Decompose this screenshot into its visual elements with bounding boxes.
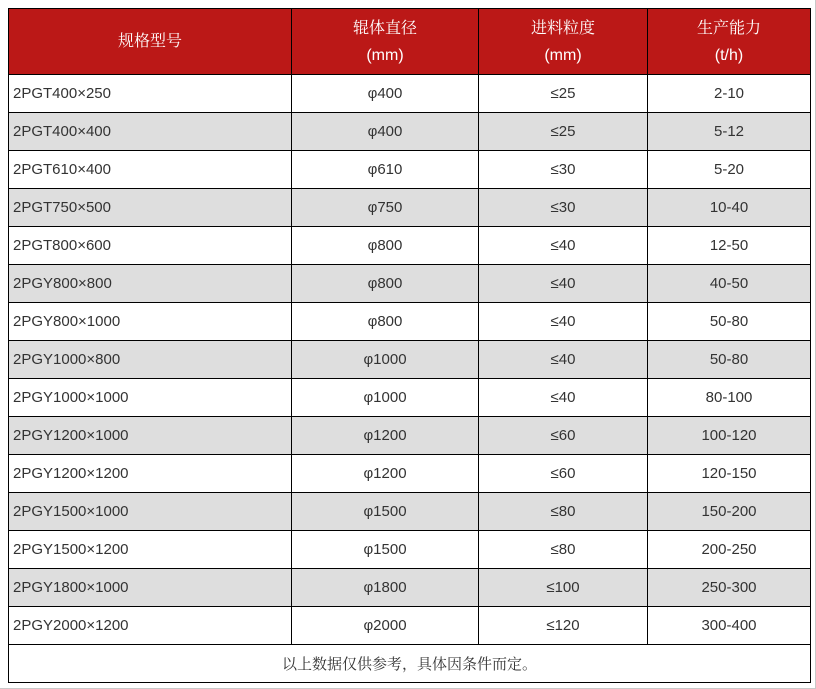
spec-table — [8, 8, 811, 683]
feed-size-cell: ≤40 — [479, 265, 648, 303]
model-cell: 2PGY800×800 — [9, 265, 292, 303]
table-row — [9, 227, 811, 265]
header-capacity-label: 生产能力 — [696, 19, 761, 37]
roller-diameter-cell: φ1800 — [292, 569, 479, 607]
model-cell: 2PGT400×250 — [9, 75, 292, 113]
capacity-cell: 50-80 — [648, 303, 811, 341]
table-row — [9, 607, 811, 645]
model-cell: 2PGT750×500 — [9, 189, 292, 227]
table-row — [9, 189, 811, 227]
capacity-cell: 2-10 — [648, 75, 811, 113]
table-row — [9, 151, 811, 189]
table-row — [9, 455, 811, 493]
model-cell: 2PGY1800×1000 — [9, 569, 292, 607]
table-footer — [9, 645, 811, 683]
feed-size-cell: ≤25 — [479, 113, 648, 151]
feed-size-cell: ≤30 — [479, 151, 648, 189]
roller-diameter-cell: φ400 — [292, 75, 479, 113]
header-feed-size-unit: (mm) — [544, 46, 582, 64]
header-roller-diameter-unit: (mm) — [366, 46, 404, 64]
roller-diameter-cell: φ1200 — [292, 455, 479, 493]
capacity-cell: 12-50 — [648, 227, 811, 265]
model-cell: 2PGY800×1000 — [9, 303, 292, 341]
header-roller-diameter-label: 辊体直径 — [352, 19, 417, 37]
table-footnote: 以上数据仅供参考，具体因条件而定。 — [9, 645, 811, 683]
capacity-cell: 80-100 — [648, 379, 811, 417]
feed-size-cell: ≤40 — [479, 227, 648, 265]
capacity-cell: 50-80 — [648, 341, 811, 379]
capacity-cell: 300-400 — [648, 607, 811, 645]
model-cell: 2PGY2000×1200 — [9, 607, 292, 645]
feed-size-cell: ≤80 — [479, 493, 648, 531]
feed-size-cell: ≤40 — [479, 303, 648, 341]
model-cell: 2PGY1000×1000 — [9, 379, 292, 417]
feed-size-cell: ≤40 — [479, 341, 648, 379]
header-row — [9, 9, 811, 75]
table-row — [9, 379, 811, 417]
model-cell: 2PGY1500×1200 — [9, 531, 292, 569]
capacity-cell: 100-120 — [648, 417, 811, 455]
roller-diameter-cell: φ1500 — [292, 493, 479, 531]
table-row — [9, 531, 811, 569]
table-row — [9, 417, 811, 455]
model-cell: 2PGT400×400 — [9, 113, 292, 151]
table-row — [9, 113, 811, 151]
feed-size-cell: ≤100 — [479, 569, 648, 607]
capacity-cell: 120-150 — [648, 455, 811, 493]
roller-diameter-cell: φ750 — [292, 189, 479, 227]
table-row — [9, 493, 811, 531]
roller-diameter-cell: φ610 — [292, 151, 479, 189]
roller-diameter-cell: φ800 — [292, 303, 479, 341]
model-cell: 2PGT800×600 — [9, 227, 292, 265]
roller-diameter-cell: φ1000 — [292, 379, 479, 417]
model-cell: 2PGY1500×1000 — [9, 493, 292, 531]
header-feed-size-label: 进料粒度 — [530, 19, 595, 37]
model-cell: 2PGY1200×1200 — [9, 455, 292, 493]
roller-diameter-cell: φ800 — [292, 265, 479, 303]
table-row — [9, 265, 811, 303]
header-model-label: 规格型号 — [117, 33, 182, 50]
footnote-row — [9, 645, 811, 683]
table-row — [9, 569, 811, 607]
feed-size-cell: ≤120 — [479, 607, 648, 645]
roller-diameter-cell: φ1000 — [292, 341, 479, 379]
roller-diameter-cell: φ1500 — [292, 531, 479, 569]
roller-diameter-cell: φ2000 — [292, 607, 479, 645]
feed-size-cell: ≤30 — [479, 189, 648, 227]
feed-size-cell: ≤60 — [479, 417, 648, 455]
feed-size-cell: ≤80 — [479, 531, 648, 569]
header-capacity — [648, 9, 811, 75]
table-body — [9, 75, 811, 645]
header-feed-size — [479, 9, 648, 75]
header-model — [9, 9, 292, 75]
capacity-cell: 5-20 — [648, 151, 811, 189]
capacity-cell: 40-50 — [648, 265, 811, 303]
table-row — [9, 341, 811, 379]
roller-diameter-cell: φ400 — [292, 113, 479, 151]
model-cell: 2PGT610×400 — [9, 151, 292, 189]
feed-size-cell: ≤60 — [479, 455, 648, 493]
roller-diameter-cell: φ800 — [292, 227, 479, 265]
capacity-cell: 5-12 — [648, 113, 811, 151]
header-roller-diameter — [292, 9, 479, 75]
capacity-cell: 200-250 — [648, 531, 811, 569]
roller-diameter-cell: φ1200 — [292, 417, 479, 455]
feed-size-cell: ≤25 — [479, 75, 648, 113]
table-row — [9, 303, 811, 341]
model-cell: 2PGY1200×1000 — [9, 417, 292, 455]
feed-size-cell: ≤40 — [479, 379, 648, 417]
table-header — [9, 9, 811, 75]
capacity-cell: 10-40 — [648, 189, 811, 227]
header-capacity-unit: (t/h) — [714, 46, 744, 64]
table-row — [9, 75, 811, 113]
model-cell: 2PGY1000×800 — [9, 341, 292, 379]
capacity-cell: 150-200 — [648, 493, 811, 531]
capacity-cell: 250-300 — [648, 569, 811, 607]
